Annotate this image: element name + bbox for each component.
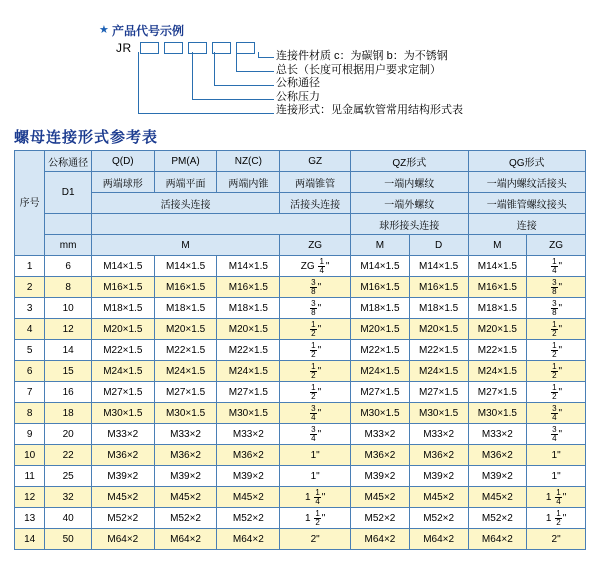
qg-zg-cell: 1 $\frac{1}{4}$ "	[527, 487, 586, 508]
qg-zg-cell: 1"	[527, 445, 586, 466]
qz-m-cell: M14×1.5	[351, 256, 410, 277]
group-header-qz: QZ形式	[351, 151, 468, 172]
table-row	[15, 466, 586, 487]
star-icon: ★	[99, 24, 109, 36]
type-qz: 一端内螺纹	[351, 172, 468, 193]
pm-cell: M27×1.5	[154, 382, 217, 403]
qz-d-cell: M52×2	[409, 508, 468, 529]
conn-qz2: 球形接头连接	[351, 214, 468, 235]
group-header-qg: QG形式	[468, 151, 586, 172]
qz-d-cell: M27×1.5	[409, 382, 468, 403]
qg-zg-cell: $\frac{1}{2}$ "	[527, 319, 586, 340]
gz-cell: $\frac{3}{4}$ "	[280, 424, 351, 445]
qz-d-cell: M16×1.5	[409, 277, 468, 298]
conn-qz: 一端外螺纹	[351, 193, 468, 214]
seq-cell: 2	[15, 277, 45, 298]
seq-cell: 14	[15, 529, 45, 550]
qz-d-cell: M45×2	[409, 487, 468, 508]
conn-qg: 一端锥管螺纹接头	[468, 193, 586, 214]
qz-d-cell: M36×2	[409, 445, 468, 466]
table-row	[15, 445, 586, 466]
qg-m-cell: M20×1.5	[468, 319, 527, 340]
qd-cell: M33×2	[91, 424, 154, 445]
qg-m-cell: M33×2	[468, 424, 527, 445]
gz-cell: $\frac{1}{2}$ "	[280, 340, 351, 361]
qg-m-cell: M16×1.5	[468, 277, 527, 298]
nut-connection-table	[14, 150, 586, 550]
pm-cell: M36×2	[154, 445, 217, 466]
qg-zg-cell: $\frac{1}{2}$ "	[527, 340, 586, 361]
qz-d-cell: M30×1.5	[409, 403, 468, 424]
unit-qz-m: M	[351, 235, 410, 256]
dn-cell: 40	[45, 508, 92, 529]
qz-m-cell: M18×1.5	[351, 298, 410, 319]
gz-cell: 1"	[280, 445, 351, 466]
callout-list	[276, 50, 463, 118]
gz-cell: $\frac{3}{4}$ "	[280, 403, 351, 424]
seq-cell: 11	[15, 466, 45, 487]
qg-m-cell: M18×1.5	[468, 298, 527, 319]
dn-blank	[45, 214, 92, 235]
group-header-gz: GZ	[280, 151, 351, 172]
qz-d-cell: M22×1.5	[409, 340, 468, 361]
table-row	[15, 382, 586, 403]
nz-cell: M20×1.5	[217, 319, 280, 340]
nz-cell: M45×2	[217, 487, 280, 508]
type-qg: 一端内螺纹活接头	[468, 172, 586, 193]
type-gz: 两端锥管	[280, 172, 351, 193]
qd-cell: M45×2	[91, 487, 154, 508]
unit-m: M	[91, 235, 279, 256]
col-header-dn: 公称通径	[45, 151, 92, 172]
qd-cell: M22×1.5	[91, 340, 154, 361]
code-box	[164, 42, 183, 54]
qd-cell: M52×2	[91, 508, 154, 529]
nz-cell: M39×2	[217, 466, 280, 487]
code-box-row	[140, 42, 255, 54]
unit-qg-m: M	[468, 235, 527, 256]
group-header-nz: NZ(C)	[217, 151, 280, 172]
pm-cell: M39×2	[154, 466, 217, 487]
qz-m-cell: M27×1.5	[351, 382, 410, 403]
callout-connection: 连接形式：见金属软管常用结构形式表	[276, 104, 463, 117]
qg-m-cell: M36×2	[468, 445, 527, 466]
qg-zg-cell: $\frac{3}{4}$ "	[527, 403, 586, 424]
dn-cell: 8	[45, 277, 92, 298]
header-row-groups	[15, 151, 586, 172]
code-prefix: JR	[116, 41, 132, 55]
conn-left: 活接头连接	[91, 193, 279, 214]
qg-m-cell: M22×1.5	[468, 340, 527, 361]
dn-cell: 25	[45, 466, 92, 487]
unit-mm: mm	[45, 235, 92, 256]
qd-cell: M14×1.5	[91, 256, 154, 277]
qz-d-cell: M64×2	[409, 529, 468, 550]
qz-d-cell: M18×1.5	[409, 298, 468, 319]
gz-cell: $\frac{1}{2}$ "	[280, 319, 351, 340]
callout-diameter: 公称通径	[276, 77, 320, 90]
pm-cell: M20×1.5	[154, 319, 217, 340]
nz-cell: M36×2	[217, 445, 280, 466]
qz-m-cell: M39×2	[351, 466, 410, 487]
leader-line	[214, 52, 215, 86]
type-nz: 两端内锥	[217, 172, 280, 193]
qz-m-cell: M33×2	[351, 424, 410, 445]
nz-cell: M18×1.5	[217, 298, 280, 319]
page-title: 螺母连接形式参考表	[14, 129, 159, 146]
nut-connection-table-wrap	[14, 150, 586, 550]
group-header-qd: Q(D)	[91, 151, 154, 172]
qz-d-cell: M33×2	[409, 424, 468, 445]
qg-m-cell: M39×2	[468, 466, 527, 487]
qg-m-cell: M30×1.5	[468, 403, 527, 424]
header-row-connection2	[15, 214, 586, 235]
table-row	[15, 361, 586, 382]
table-body	[15, 256, 586, 550]
seq-cell: 5	[15, 340, 45, 361]
gz-cell: ZG $\frac{1}{4}$ "	[280, 256, 351, 277]
table-header	[15, 151, 586, 256]
leader-line	[214, 85, 274, 86]
leader-line	[192, 52, 193, 100]
table-row	[15, 340, 586, 361]
nz-cell: M16×1.5	[217, 277, 280, 298]
qd-cell: M20×1.5	[91, 319, 154, 340]
qg-zg-cell: $\frac{1}{2}$ "	[527, 361, 586, 382]
unit-qz-d: D	[409, 235, 468, 256]
table-row	[15, 319, 586, 340]
qd-cell: M64×2	[91, 529, 154, 550]
conn-qg2: 连接	[468, 214, 586, 235]
product-code-diagram	[0, 0, 600, 118]
gz-cell: 1 $\frac{1}{2}$ "	[280, 508, 351, 529]
qd-cell: M39×2	[91, 466, 154, 487]
table-row	[15, 529, 586, 550]
callout-length: 总长（长度可根据用户要求定制）	[276, 63, 441, 76]
seq-label: 序号	[19, 197, 40, 209]
gz-cell: $\frac{3}{8}$ "	[280, 298, 351, 319]
seq-cell: 6	[15, 361, 45, 382]
seq-cell: 12	[15, 487, 45, 508]
conn-gz: 活接头连接	[280, 193, 351, 214]
code-box	[140, 42, 159, 54]
qz-m-cell: M52×2	[351, 508, 410, 529]
gz-cell: 1"	[280, 466, 351, 487]
qz-d-cell: M24×1.5	[409, 361, 468, 382]
code-box	[188, 42, 207, 54]
gz-cell: $\frac{3}{8}$ "	[280, 277, 351, 298]
nz-cell: M64×2	[217, 529, 280, 550]
leader-line	[138, 113, 274, 114]
seq-cell: 3	[15, 298, 45, 319]
table-row	[15, 298, 586, 319]
qg-m-cell: M45×2	[468, 487, 527, 508]
pm-cell: M30×1.5	[154, 403, 217, 424]
qz-d-cell: M20×1.5	[409, 319, 468, 340]
header-row-connection	[15, 193, 586, 214]
qg-zg-cell: 1"	[527, 466, 586, 487]
gz-cell: $\frac{1}{2}$ "	[280, 361, 351, 382]
table-row	[15, 487, 586, 508]
qg-zg-cell: $\frac{1}{4}$ "	[527, 256, 586, 277]
leader-line	[192, 99, 274, 100]
callout-pressure: 公称压力	[276, 90, 320, 103]
col-header-dn-sub: D1	[45, 172, 92, 214]
dn-cell: 6	[45, 256, 92, 277]
conn-blank	[91, 214, 350, 235]
qg-m-cell: M64×2	[468, 529, 527, 550]
qz-m-cell: M24×1.5	[351, 361, 410, 382]
dn-cell: 22	[45, 445, 92, 466]
nz-cell: M52×2	[217, 508, 280, 529]
qz-d-cell: M14×1.5	[409, 256, 468, 277]
seq-cell: 10	[15, 445, 45, 466]
qz-m-cell: M36×2	[351, 445, 410, 466]
type-qd: 两端球形	[91, 172, 154, 193]
qg-m-cell: M27×1.5	[468, 382, 527, 403]
table-row	[15, 508, 586, 529]
qz-m-cell: M30×1.5	[351, 403, 410, 424]
qz-m-cell: M20×1.5	[351, 319, 410, 340]
nz-cell: M24×1.5	[217, 361, 280, 382]
seq-cell: 4	[15, 319, 45, 340]
unit-qg-zg: ZG	[527, 235, 586, 256]
seq-cell: 1	[15, 256, 45, 277]
table-row	[15, 277, 586, 298]
qg-m-cell: M14×1.5	[468, 256, 527, 277]
qd-cell: M36×2	[91, 445, 154, 466]
seq-cell: 13	[15, 508, 45, 529]
seq-cell: 9	[15, 424, 45, 445]
table-row	[15, 424, 586, 445]
qg-zg-cell: $\frac{3}{8}$ "	[527, 277, 586, 298]
qd-cell: M16×1.5	[91, 277, 154, 298]
pm-cell: M14×1.5	[154, 256, 217, 277]
qz-m-cell: M22×1.5	[351, 340, 410, 361]
nz-cell: M27×1.5	[217, 382, 280, 403]
callout-material: 连接件材质 c：为碳钢 b：为不锈钢	[276, 50, 448, 62]
pm-cell: M24×1.5	[154, 361, 217, 382]
nz-cell: M30×1.5	[217, 403, 280, 424]
qd-cell: M24×1.5	[91, 361, 154, 382]
nz-cell: M14×1.5	[217, 256, 280, 277]
qg-zg-cell: 1 $\frac{1}{2}$ "	[527, 508, 586, 529]
leader-line	[236, 52, 237, 72]
pm-cell: M16×1.5	[154, 277, 217, 298]
col-header-seq	[15, 151, 45, 256]
table-row	[15, 403, 586, 424]
qd-cell: M27×1.5	[91, 382, 154, 403]
qg-m-cell: M24×1.5	[468, 361, 527, 382]
qg-zg-cell: $\frac{3}{4}$ "	[527, 424, 586, 445]
qz-d-cell: M39×2	[409, 466, 468, 487]
gz-cell: 2"	[280, 529, 351, 550]
qg-m-cell: M52×2	[468, 508, 527, 529]
nz-cell: M22×1.5	[217, 340, 280, 361]
leader-line	[236, 71, 274, 72]
qd-cell: M30×1.5	[91, 403, 154, 424]
type-pm: 两端平面	[154, 172, 217, 193]
pm-cell: M52×2	[154, 508, 217, 529]
dn-cell: 16	[45, 382, 92, 403]
table-row	[15, 256, 586, 277]
qz-m-cell: M64×2	[351, 529, 410, 550]
qg-zg-cell: $\frac{3}{8}$ "	[527, 298, 586, 319]
dn-cell: 50	[45, 529, 92, 550]
header-row-types	[15, 172, 586, 193]
dn-cell: 14	[45, 340, 92, 361]
code-box	[236, 42, 255, 54]
leader-line	[138, 52, 139, 114]
dn-cell: 32	[45, 487, 92, 508]
pm-cell: M64×2	[154, 529, 217, 550]
pm-cell: M33×2	[154, 424, 217, 445]
nz-cell: M33×2	[217, 424, 280, 445]
gz-cell: 1 $\frac{1}{4}$ "	[280, 487, 351, 508]
unit-zg: ZG	[280, 235, 351, 256]
diagram-title: 产品代号示例	[112, 24, 185, 38]
qg-zg-cell: 2"	[527, 529, 586, 550]
seq-cell: 8	[15, 403, 45, 424]
pm-cell: M18×1.5	[154, 298, 217, 319]
dn-cell: 10	[45, 298, 92, 319]
dn-cell: 12	[45, 319, 92, 340]
leader-line	[258, 57, 274, 58]
gz-cell: $\frac{1}{2}$ "	[280, 382, 351, 403]
qg-zg-cell: $\frac{1}{2}$ "	[527, 382, 586, 403]
pm-cell: M45×2	[154, 487, 217, 508]
dn-cell: 18	[45, 403, 92, 424]
qz-m-cell: M16×1.5	[351, 277, 410, 298]
group-header-pm: PM(A)	[154, 151, 217, 172]
seq-cell: 7	[15, 382, 45, 403]
header-row-units	[15, 235, 586, 256]
dn-cell: 20	[45, 424, 92, 445]
qz-m-cell: M45×2	[351, 487, 410, 508]
qd-cell: M18×1.5	[91, 298, 154, 319]
pm-cell: M22×1.5	[154, 340, 217, 361]
dn-cell: 15	[45, 361, 92, 382]
